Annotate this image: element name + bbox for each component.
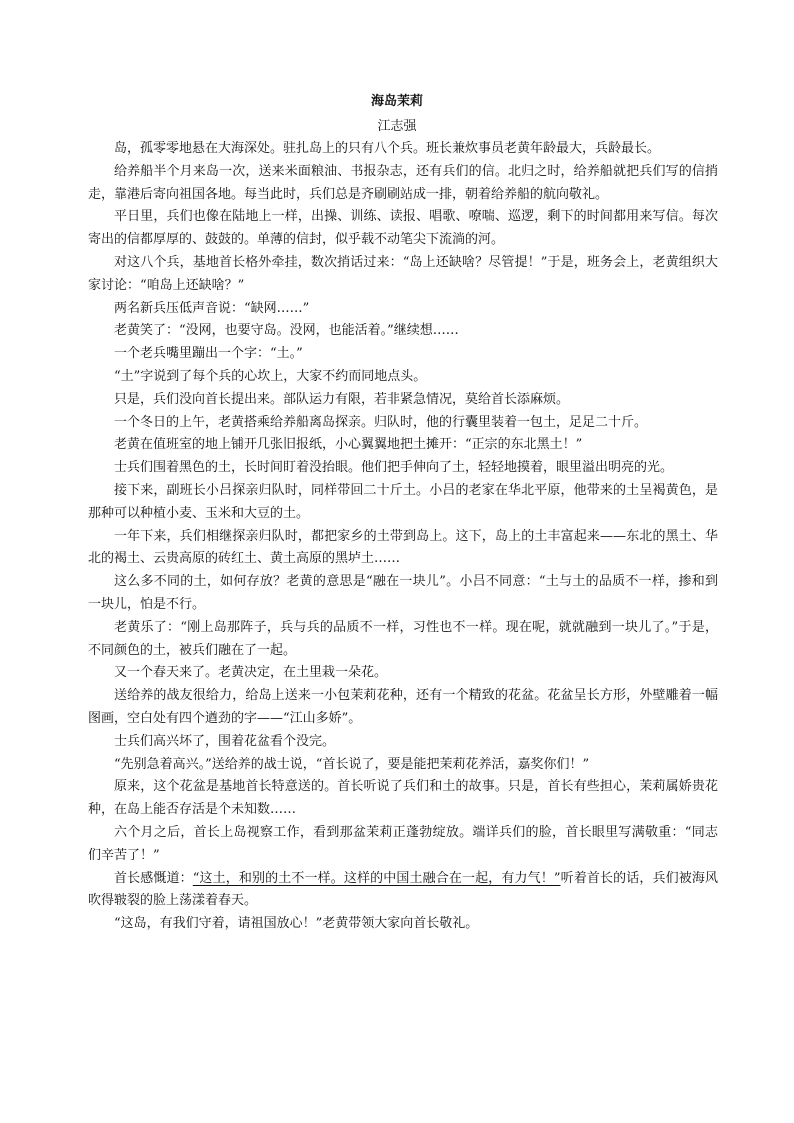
paragraph: 平日里，兵们也像在陆地上一样，出操、训练、读报、唱歌、嘹喘、巡逻，剩下的时间都用来写信。每次寄出的信都厚厚的、鼓鼓的。单薄的信封，似乎载不动笔尖下流淌的河。 bbox=[88, 209, 718, 248]
paragraph-with-underline bbox=[88, 868, 718, 914]
paragraph: 老黄笑了：“没网，也要守岛。没网，也能活着。”继续想…… bbox=[114, 323, 459, 339]
paragraph: 一个冬日的上午，老黄搭乘给养船离岛探亲。归队时，他的行囊里装着一包土，足足二十斤。 bbox=[114, 414, 648, 430]
article-body bbox=[88, 138, 718, 936]
paragraph: 士兵们高兴坏了，围着花盆看个没完。 bbox=[114, 733, 336, 749]
paragraph: 老黄在值班室的地上铺开几张旧报纸，小心翼翼地把土摊开：“正宗的东北黑土！” bbox=[114, 437, 583, 453]
last-para-prefix: 首长感慨道： bbox=[114, 870, 193, 886]
paragraph: 只是，兵们没向首长提出来。部队运力有限，若非紧急情况，莫给首长添麻烦。 bbox=[114, 391, 570, 407]
paragraph: 岛，孤零零地悬在大海深处。驻扎岛上的只有八个兵。班长兼炊事员老黄年龄最大，兵龄最长。 bbox=[114, 141, 661, 156]
paragraph: 六个月之后，首长上岛视察工作，看到那盆茉莉正蓬勃绽放。端详兵们的脸，首长眼里写满敬重：“同志们辛苦了！” bbox=[88, 824, 718, 863]
paragraph: 这么多不同的土，如何存放？老黄的意思是“融在一块儿”。小吕不同意：“土与土的品质不一样，掺和到一块儿，怕是不行。 bbox=[88, 574, 718, 612]
paragraph: 接下来，副班长小吕探亲归队时，同样带回二十斤土。小吕的老家在华北平原，他带来的土呈褐黄色，是那种可以种植小麦、玉米和大豆的土。 bbox=[88, 482, 718, 521]
paragraph: 原来，这个花盆是基地首长特意送的。首长听说了兵们和土的故事。只是，首长有些担心，茉莉属娇贵花种，在岛上能否存活是个未知数…… bbox=[88, 779, 718, 818]
paragraph: 给养船半个月来岛一次，送来米面粮油、书报杂志，还有兵们的信。北归之时，给养船就把兵们写的信捎走，靠港后寄向祖国各地。每当此时，兵们总是齐刷刷站成一排，朝着给养船的航向敬礼。 bbox=[88, 163, 718, 202]
underlined-quote: “这土，和别的土不一样。这样的中国土融合在一起，有力气！” bbox=[192, 870, 561, 886]
paragraph: 一年下来，兵们相继探亲归队时，都把家乡的土带到岛上。这下，岛上的土丰富起来——东北的黑土、华北的褐土、云贵高原的砖红土、黄土高原的黑垆土…… bbox=[88, 528, 718, 567]
paragraph: 对这八个兵，基地首长格外牵挂，数次捎话过来：“岛上还缺啥？尽管提！”于是，班务会上，老黄组织大家讨论：“咱岛上还缺啥？” bbox=[88, 254, 718, 293]
paragraph: 士兵们围着黑色的土，长时间盯着没抬眼。他们把手伸向了土，轻轻地摸着，眼里溢出明亮的光。 bbox=[114, 460, 674, 476]
paragraph: 两名新兵压低声音说：“缺网……” bbox=[114, 300, 310, 316]
article-title: 海岛茉莉 bbox=[370, 94, 423, 109]
paragraph: 一个老兵嘴里蹦出一个字：“土。” bbox=[114, 346, 303, 362]
paragraph: 老黄乐了：“刚上岛那阵子，兵与兵的品质不一样，习性也不一样。现在呢，就就融到一块儿了。”于是，不同颜色的土，被兵们融在了一起。 bbox=[88, 619, 718, 658]
closing-paragraph: “这岛，有我们守着，请祖国放心！”老黄带领大家向首长敬礼。 bbox=[114, 916, 479, 932]
article-author: 江志强 bbox=[377, 119, 417, 134]
paragraph: 送给养的战友很给力，给岛上送来一小包茉莉花种，还有一个精致的花盆。花盆呈长方形，外壁雕着一幅图画，空白处有四个遒劲的字——“江山多娇”。 bbox=[88, 688, 718, 726]
paragraph: 又一个春天来了。老黄决定，在土里栽一朵花。 bbox=[114, 665, 388, 681]
paragraph: “土”字说到了每个兵的心坎上，大家不约而同地点头。 bbox=[114, 368, 427, 384]
last-para-suffix: 听着首长的话，兵们被海风吹得皲裂的脸上荡漾着春天。 bbox=[88, 870, 718, 909]
paragraph: “先别急着高兴。”送给养的战士说，“首长说了，要是能把茉莉花养活，嘉奖你们！” bbox=[114, 756, 590, 772]
